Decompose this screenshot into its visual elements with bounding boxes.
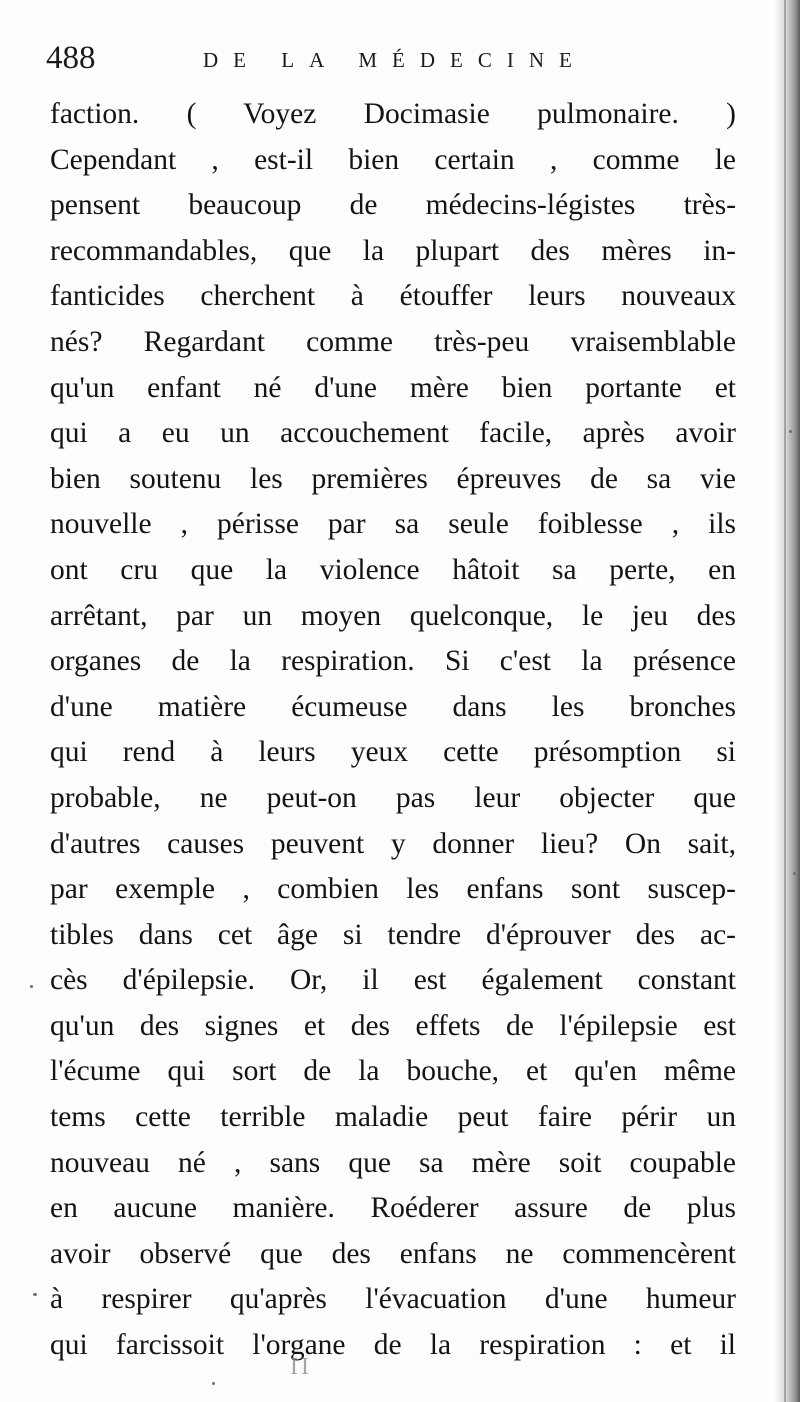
text-line: nouveau né , sans que sa mère soit coupable bbox=[50, 1146, 736, 1179]
running-header bbox=[46, 36, 746, 86]
ink-speck bbox=[33, 1293, 37, 1296]
page-gutter-line bbox=[784, 0, 786, 1402]
ink-speck bbox=[793, 872, 796, 875]
text-line: fanticides cherchent à étouffer leurs nouveaux bbox=[50, 280, 736, 313]
ink-speck bbox=[212, 1382, 215, 1385]
text-line: pensent beaucoup de médecins-légistes très- bbox=[50, 189, 736, 222]
page-number: 488 bbox=[46, 40, 96, 76]
text-line: avoir observé que des enfans ne commencèrent bbox=[50, 1237, 736, 1270]
running-title: DE LA MÉDECINE bbox=[203, 48, 587, 72]
text-line: tems cette terrible maladie peut faire périr un bbox=[50, 1101, 736, 1134]
text-line: organes de la respiration. Si c'est la présence bbox=[50, 645, 736, 678]
text-line: qu'un des signes et des effets de l'épilepsie est bbox=[50, 1009, 736, 1042]
text-line: nouvelle , périsse par sa seule foiblesse , ils bbox=[50, 508, 736, 541]
text-line: probable, ne peut-on pas leur objecter que bbox=[50, 781, 736, 814]
text-line: en aucune manière. Roéderer assure de plus bbox=[50, 1192, 736, 1225]
text-line: qui a eu un accouchement facile, après avoir bbox=[50, 417, 736, 450]
text-line: bien soutenu les premières épreuves de sa vie bbox=[50, 462, 736, 495]
text-line: d'autres causes peuvent y donner lieu? On sait, bbox=[50, 827, 736, 860]
text-line: à respirer qu'après l'évacuation d'une humeur bbox=[50, 1283, 736, 1316]
text-line: arrêtant, par un moyen quelconque, le jeu des bbox=[50, 599, 736, 632]
text-line: tibles dans cet âge si tendre d'éprouver des ac- bbox=[50, 918, 736, 951]
text-line: nés? Regardant comme très-peu vraisemblable bbox=[50, 325, 736, 358]
text-line: qui rend à leurs yeux cette présomption si bbox=[50, 736, 736, 769]
text-line: par exemple , combien les enfans sont suscep- bbox=[50, 873, 736, 906]
text-line: recommandables, que la plupart des mères in- bbox=[50, 234, 736, 267]
signature-mark: II bbox=[290, 1354, 312, 1380]
text-line: faction. ( Voyez Docimasie pulmonaire. ) bbox=[50, 98, 736, 130]
text-line: d'une matière écumeuse dans les bronches bbox=[50, 690, 736, 723]
ink-speck bbox=[789, 430, 792, 433]
body-text bbox=[50, 92, 736, 1369]
text-line: qu'un enfant né d'une mère bien portante et bbox=[50, 371, 736, 404]
text-line: l'écume qui sort de la bouche, et qu'en même bbox=[50, 1055, 736, 1088]
text-line: ont cru que la violence hâtoit sa perte, en bbox=[50, 553, 736, 586]
text-line: cès d'épilepsie. Or, il est également constant bbox=[50, 964, 736, 997]
ink-speck bbox=[30, 985, 33, 988]
page-gutter-shadow bbox=[774, 0, 800, 1402]
text-line: qui farcissoit l'organe de la respiration : et il bbox=[50, 1329, 736, 1362]
text-line: Cependant , est-il bien certain , comme le bbox=[50, 143, 736, 176]
